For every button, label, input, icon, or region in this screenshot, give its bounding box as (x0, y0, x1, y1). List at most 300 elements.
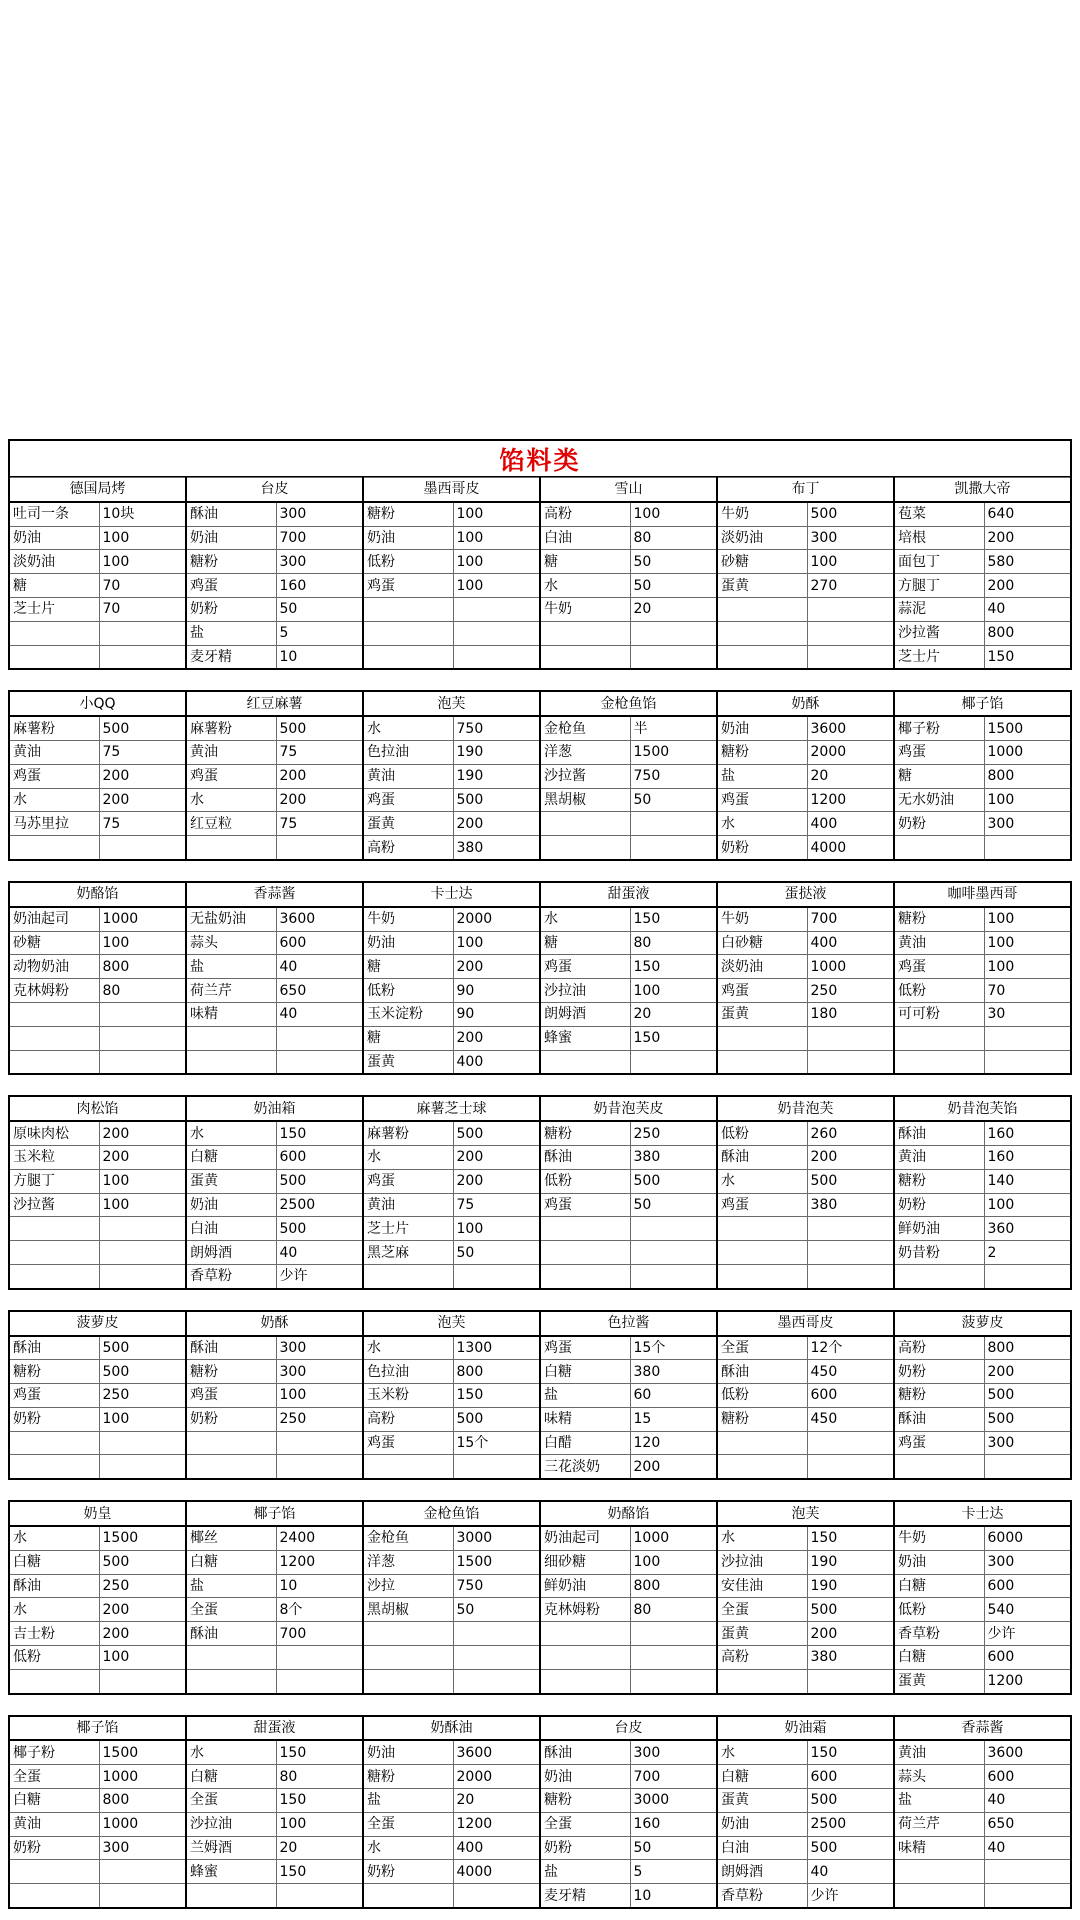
ingredient-amount: 120 (630, 1431, 717, 1455)
ingredient-amount: 1500 (630, 740, 717, 764)
ingredient-amount: 800 (99, 1789, 186, 1813)
ingredient-amount: 15个 (453, 1431, 540, 1455)
ingredient-amount (630, 1217, 717, 1241)
table-row (9, 1526, 1071, 1550)
table-row (9, 1455, 1071, 1479)
ingredient-name: 三花淡奶 (540, 1455, 630, 1479)
ingredient-name: 沙拉油 (717, 1550, 807, 1574)
ingredient-name: 酥油 (9, 1336, 99, 1360)
ingredient-name (540, 836, 630, 860)
ingredient-amount: 250 (630, 1121, 717, 1145)
table-row (9, 1740, 1071, 1764)
ingredient-name: 盐 (717, 764, 807, 788)
recipe-header-row (9, 1501, 1071, 1526)
ingredient-name: 香草粉 (717, 1884, 807, 1908)
ingredient-name: 糖粉 (540, 1121, 630, 1145)
ingredient-name: 奶粉 (894, 1360, 984, 1384)
ingredient-name: 奶油起司 (540, 1526, 630, 1550)
ingredient-name: 鸡蛋 (894, 955, 984, 979)
ingredient-amount: 150 (630, 1026, 717, 1050)
ingredient-name (894, 1455, 984, 1479)
ingredient-amount: 600 (984, 1574, 1071, 1598)
table-row (9, 550, 1071, 574)
ingredient-name (9, 1217, 99, 1241)
ingredient-amount: 750 (453, 716, 540, 740)
ingredient-name: 克林姆粉 (9, 979, 99, 1003)
ingredient-name: 酥油 (186, 502, 276, 526)
ingredient-name: 牛奶 (717, 502, 807, 526)
ingredient-amount (984, 1884, 1071, 1908)
ingredient-amount: 1000 (99, 1765, 186, 1789)
ingredient-amount: 100 (984, 931, 1071, 955)
ingredient-amount: 500 (984, 1407, 1071, 1431)
ingredient-name: 无盐奶油 (186, 907, 276, 931)
ingredient-amount (276, 1431, 363, 1455)
ingredient-amount: 20 (453, 1789, 540, 1813)
table-row (9, 1884, 1071, 1908)
ingredient-amount: 160 (276, 574, 363, 598)
ingredient-amount: 250 (99, 1384, 186, 1408)
ingredient-name: 水 (9, 1526, 99, 1550)
ingredient-name: 蒜头 (894, 1765, 984, 1789)
ingredient-name: 面包丁 (894, 550, 984, 574)
recipe-name: 椰子馅 (186, 1501, 363, 1526)
recipe-name: 甜蛋液 (186, 1716, 363, 1741)
table-row (9, 502, 1071, 526)
ingredient-name: 水 (186, 1740, 276, 1764)
ingredient-amount: 75 (99, 812, 186, 836)
recipe-name: 咖啡墨西哥 (894, 882, 1071, 907)
ingredient-amount: 2 (984, 1241, 1071, 1265)
ingredient-amount: 600 (807, 1765, 894, 1789)
ingredient-name: 糖粉 (363, 1765, 453, 1789)
sheet-title: 馅料类 (8, 439, 1072, 477)
ingredient-amount: 10 (276, 1574, 363, 1598)
ingredient-amount (630, 836, 717, 860)
ingredient-name: 椰子粉 (894, 716, 984, 740)
recipe-name: 雪山 (540, 478, 717, 502)
recipe-name: 卡士达 (363, 882, 540, 907)
ingredient-amount: 150 (276, 1789, 363, 1813)
ingredient-name: 低粉 (363, 550, 453, 574)
ingredient-name (9, 1884, 99, 1908)
ingredient-amount: 190 (807, 1550, 894, 1574)
ingredient-name: 全蛋 (9, 1765, 99, 1789)
ingredient-amount: 700 (276, 526, 363, 550)
ingredient-amount: 700 (630, 1765, 717, 1789)
ingredient-amount (630, 1622, 717, 1646)
ingredient-amount: 100 (99, 1193, 186, 1217)
ingredient-amount: 3600 (807, 716, 894, 740)
ingredient-amount: 100 (630, 979, 717, 1003)
ingredient-name: 酥油 (186, 1622, 276, 1646)
ingredient-name: 鸡蛋 (717, 1193, 807, 1217)
ingredient-amount: 800 (984, 1336, 1071, 1360)
ingredient-amount (99, 1217, 186, 1241)
ingredient-amount: 150 (453, 1384, 540, 1408)
ingredient-name (894, 1026, 984, 1050)
ingredient-name: 鸡蛋 (186, 1384, 276, 1408)
ingredient-amount: 700 (276, 1622, 363, 1646)
ingredient-name: 白油 (717, 1836, 807, 1860)
ingredient-name: 麦牙精 (540, 1884, 630, 1908)
ingredient-amount: 100 (276, 1812, 363, 1836)
ingredient-amount: 3600 (984, 1740, 1071, 1764)
ingredient-name: 奶油 (540, 1765, 630, 1789)
recipe-group (8, 881, 1072, 1075)
ingredient-amount: 40 (276, 1002, 363, 1026)
ingredient-amount: 200 (99, 788, 186, 812)
ingredient-amount (99, 836, 186, 860)
ingredient-amount: 200 (99, 764, 186, 788)
ingredient-name: 糖粉 (9, 1360, 99, 1384)
ingredient-name: 水 (363, 1145, 453, 1169)
ingredient-amount: 10 (630, 1884, 717, 1908)
ingredient-amount: 300 (984, 1431, 1071, 1455)
ingredient-name (363, 597, 453, 621)
ingredient-amount (276, 1455, 363, 1479)
ingredient-amount: 50 (630, 574, 717, 598)
recipe-header-row (9, 882, 1071, 907)
recipe-name: 香蒜酱 (186, 882, 363, 907)
ingredient-name: 水 (363, 716, 453, 740)
ingredient-name: 鸡蛋 (363, 1169, 453, 1193)
ingredient-amount: 150 (276, 1121, 363, 1145)
ingredient-amount: 100 (453, 574, 540, 598)
ingredient-amount: 15 (630, 1407, 717, 1431)
recipe-name: 墨西哥皮 (717, 1311, 894, 1336)
table-row (9, 1622, 1071, 1646)
ingredient-name: 鸡蛋 (9, 1384, 99, 1408)
ingredient-amount: 200 (453, 812, 540, 836)
ingredient-amount: 20 (807, 764, 894, 788)
ingredient-amount: 3000 (630, 1789, 717, 1813)
recipe-name: 布丁 (717, 478, 894, 502)
ingredient-amount: 180 (807, 1002, 894, 1026)
ingredient-amount (99, 1455, 186, 1479)
ingredient-amount: 200 (99, 1145, 186, 1169)
ingredient-name: 奶粉 (894, 1193, 984, 1217)
table-row (9, 1121, 1071, 1145)
ingredient-amount: 3600 (276, 907, 363, 931)
ingredient-amount: 500 (807, 1836, 894, 1860)
ingredient-amount: 200 (984, 526, 1071, 550)
ingredient-amount: 380 (453, 836, 540, 860)
ingredient-name: 安佳油 (717, 1574, 807, 1598)
ingredient-amount: 200 (276, 788, 363, 812)
ingredient-name: 糖粉 (540, 1789, 630, 1813)
ingredient-name: 洋葱 (363, 1550, 453, 1574)
ingredient-amount: 600 (984, 1646, 1071, 1670)
ingredient-name: 洋葱 (540, 740, 630, 764)
ingredient-name: 蒜头 (186, 931, 276, 955)
ingredient-amount: 200 (453, 1169, 540, 1193)
ingredient-amount: 150 (807, 1740, 894, 1764)
ingredient-amount: 500 (276, 1169, 363, 1193)
ingredient-name: 奶油 (9, 526, 99, 550)
ingredient-amount: 190 (453, 764, 540, 788)
ingredient-amount: 75 (99, 740, 186, 764)
ingredient-amount: 2500 (807, 1812, 894, 1836)
ingredient-amount: 200 (453, 1145, 540, 1169)
ingredient-amount: 100 (99, 526, 186, 550)
ingredient-amount: 200 (984, 574, 1071, 598)
ingredient-amount: 500 (807, 1169, 894, 1193)
ingredient-amount (984, 1860, 1071, 1884)
ingredient-amount: 200 (276, 764, 363, 788)
ingredient-amount: 750 (453, 1574, 540, 1598)
ingredient-name: 黄油 (894, 931, 984, 955)
ingredient-name: 牛奶 (540, 597, 630, 621)
ingredient-amount: 90 (453, 1002, 540, 1026)
ingredient-name: 糖 (363, 955, 453, 979)
ingredient-name (540, 812, 630, 836)
ingredient-name: 奶油 (363, 526, 453, 550)
recipe-name: 金枪鱼馅 (363, 1501, 540, 1526)
ingredient-amount (276, 1646, 363, 1670)
ingredient-name: 奶粉 (9, 1836, 99, 1860)
recipe-name: 金枪鱼馅 (540, 691, 717, 716)
ingredient-name: 鸡蛋 (363, 574, 453, 598)
ingredient-name: 朗姆酒 (186, 1241, 276, 1265)
ingredient-amount: 80 (99, 979, 186, 1003)
ingredient-name: 蛋黄 (717, 574, 807, 598)
ingredient-amount: 50 (453, 1598, 540, 1622)
ingredient-name: 鸡蛋 (9, 764, 99, 788)
ingredient-amount: 12个 (807, 1336, 894, 1360)
ingredient-amount: 300 (99, 1836, 186, 1860)
ingredient-name: 沙拉 (363, 1574, 453, 1598)
ingredient-name: 酥油 (894, 1121, 984, 1145)
ingredient-amount: 1200 (984, 1669, 1071, 1693)
ingredient-amount: 190 (453, 740, 540, 764)
recipe-name: 蛋挞液 (717, 882, 894, 907)
ingredient-name: 椰子粉 (9, 1740, 99, 1764)
ingredient-amount: 10 (276, 645, 363, 669)
ingredient-name (717, 645, 807, 669)
ingredient-name: 白油 (186, 1217, 276, 1241)
ingredient-name: 玉米粉 (363, 1384, 453, 1408)
ingredient-amount (630, 621, 717, 645)
ingredient-name: 芝士片 (894, 645, 984, 669)
ingredient-name: 蛋黄 (717, 1002, 807, 1026)
ingredient-amount: 10块 (99, 502, 186, 526)
recipe-name: 红豆麻薯 (186, 691, 363, 716)
ingredient-name (9, 1431, 99, 1455)
ingredient-amount (630, 1050, 717, 1074)
recipe-name: 卡士达 (894, 1501, 1071, 1526)
recipe-name: 奶昔泡芙皮 (540, 1096, 717, 1121)
ingredient-name: 椰丝 (186, 1526, 276, 1550)
ingredient-amount (807, 1264, 894, 1288)
ingredient-amount (99, 1026, 186, 1050)
ingredient-name: 白糖 (894, 1574, 984, 1598)
ingredient-name: 奶油 (894, 1550, 984, 1574)
table-row (9, 788, 1071, 812)
recipe-name: 椰子馅 (9, 1716, 186, 1741)
ingredient-amount: 少许 (984, 1622, 1071, 1646)
recipe-name: 奶皇 (9, 1501, 186, 1526)
ingredient-name (9, 1860, 99, 1884)
ingredient-amount: 500 (453, 1407, 540, 1431)
ingredient-amount: 150 (276, 1740, 363, 1764)
table-row (9, 1669, 1071, 1693)
ingredient-name: 芝士片 (9, 597, 99, 621)
ingredient-amount: 800 (99, 955, 186, 979)
table-row (9, 1145, 1071, 1169)
ingredient-amount (630, 645, 717, 669)
ingredient-amount (99, 1669, 186, 1693)
recipe-group (8, 1310, 1072, 1481)
ingredient-amount: 1000 (984, 740, 1071, 764)
ingredient-name: 砂糖 (9, 931, 99, 955)
ingredient-amount: 500 (99, 1550, 186, 1574)
ingredient-amount: 300 (276, 550, 363, 574)
table-row (9, 1765, 1071, 1789)
ingredient-amount: 100 (453, 526, 540, 550)
ingredient-name: 黄油 (186, 740, 276, 764)
ingredient-amount: 580 (984, 550, 1071, 574)
ingredient-amount: 40 (276, 955, 363, 979)
ingredient-name (540, 621, 630, 645)
table-row (9, 1217, 1071, 1241)
ingredient-amount: 90 (453, 979, 540, 1003)
table-row (9, 1860, 1071, 1884)
ingredient-name: 盐 (363, 1789, 453, 1813)
ingredient-name (894, 1050, 984, 1074)
ingredient-name: 全蛋 (363, 1812, 453, 1836)
ingredient-amount: 500 (807, 1598, 894, 1622)
ingredient-amount: 300 (630, 1740, 717, 1764)
ingredient-amount: 500 (99, 1360, 186, 1384)
ingredient-amount: 40 (984, 1789, 1071, 1813)
ingredient-amount: 300 (807, 526, 894, 550)
ingredient-amount (453, 1646, 540, 1670)
ingredient-name: 鲜奶油 (540, 1574, 630, 1598)
ingredient-name: 糖粉 (717, 1407, 807, 1431)
ingredient-amount: 100 (984, 788, 1071, 812)
ingredient-amount (99, 621, 186, 645)
ingredient-amount (807, 597, 894, 621)
ingredient-name (9, 1026, 99, 1050)
ingredient-amount: 1500 (984, 716, 1071, 740)
ingredient-amount: 100 (99, 931, 186, 955)
recipe-name: 台皮 (186, 478, 363, 502)
ingredient-amount (453, 1622, 540, 1646)
ingredient-name: 低粉 (717, 1384, 807, 1408)
ingredient-name: 淡奶油 (9, 550, 99, 574)
ingredient-name (186, 1431, 276, 1455)
ingredient-name: 鸡蛋 (717, 788, 807, 812)
recipe-name: 肉松馅 (9, 1096, 186, 1121)
ingredient-name (540, 1669, 630, 1693)
ingredient-amount: 600 (276, 1145, 363, 1169)
recipe-name: 麻薯芝士球 (363, 1096, 540, 1121)
ingredient-name: 黑胡椒 (363, 1598, 453, 1622)
ingredient-amount: 150 (276, 1860, 363, 1884)
ingredient-name (9, 1455, 99, 1479)
ingredient-name: 奶油 (363, 1740, 453, 1764)
ingredient-amount: 4000 (453, 1860, 540, 1884)
ingredient-amount: 1000 (99, 1812, 186, 1836)
ingredient-amount (276, 836, 363, 860)
ingredient-name (363, 1646, 453, 1670)
ingredient-name: 白糖 (540, 1360, 630, 1384)
ingredient-name: 奶油 (186, 526, 276, 550)
ingredient-amount: 100 (453, 502, 540, 526)
ingredient-amount: 100 (453, 550, 540, 574)
ingredient-amount (807, 1241, 894, 1265)
ingredient-amount: 100 (99, 1646, 186, 1670)
ingredient-amount: 1200 (807, 788, 894, 812)
recipe-name: 奶酪馅 (9, 882, 186, 907)
ingredient-name (540, 1050, 630, 1074)
table-row (9, 836, 1071, 860)
ingredient-amount: 450 (807, 1360, 894, 1384)
ingredient-amount: 700 (807, 907, 894, 931)
ingredient-amount: 250 (807, 979, 894, 1003)
ingredient-name: 荷兰芹 (186, 979, 276, 1003)
ingredient-name: 原味肉松 (9, 1121, 99, 1145)
ingredient-name: 糖 (540, 550, 630, 574)
ingredient-name: 盐 (186, 621, 276, 645)
ingredient-amount: 70 (99, 597, 186, 621)
ingredient-amount: 80 (630, 526, 717, 550)
ingredient-amount: 50 (453, 1241, 540, 1265)
ingredient-name: 蜂蜜 (540, 1026, 630, 1050)
ingredient-name (9, 1002, 99, 1026)
ingredient-amount: 30 (984, 1002, 1071, 1026)
ingredient-amount: 270 (807, 574, 894, 598)
recipe-header-row (9, 691, 1071, 716)
table-row (9, 1431, 1071, 1455)
ingredient-amount: 50 (276, 597, 363, 621)
ingredient-name: 兰姆酒 (186, 1836, 276, 1860)
ingredient-amount (276, 1669, 363, 1693)
ingredient-name (540, 1622, 630, 1646)
ingredient-amount: 540 (984, 1598, 1071, 1622)
ingredient-name (717, 621, 807, 645)
ingredient-amount: 50 (630, 550, 717, 574)
ingredient-amount (276, 1026, 363, 1050)
ingredient-name: 培根 (894, 526, 984, 550)
ingredient-name (9, 1669, 99, 1693)
ingredient-name: 水 (186, 1121, 276, 1145)
ingredient-name (894, 1884, 984, 1908)
recipe-name: 小QQ (9, 691, 186, 716)
recipe-name: 凯撒大帝 (894, 478, 1071, 502)
ingredient-amount: 200 (453, 955, 540, 979)
recipe-group (8, 1095, 1072, 1289)
ingredient-amount: 400 (807, 931, 894, 955)
ingredient-amount (984, 1455, 1071, 1479)
ingredient-amount (453, 645, 540, 669)
ingredient-amount: 150 (807, 1526, 894, 1550)
table-row (9, 1002, 1071, 1026)
ingredient-amount: 1300 (453, 1336, 540, 1360)
ingredient-name: 水 (717, 1526, 807, 1550)
ingredient-amount: 200 (807, 1622, 894, 1646)
ingredient-name: 白醋 (540, 1431, 630, 1455)
ingredient-name: 低粉 (894, 1598, 984, 1622)
ingredient-name: 盐 (186, 1574, 276, 1598)
ingredient-name: 白油 (540, 526, 630, 550)
table-row (9, 526, 1071, 550)
ingredient-name: 白糖 (894, 1646, 984, 1670)
ingredient-name: 蛋黄 (894, 1669, 984, 1693)
ingredient-name: 沙拉酱 (894, 621, 984, 645)
ingredient-amount: 300 (984, 1550, 1071, 1574)
